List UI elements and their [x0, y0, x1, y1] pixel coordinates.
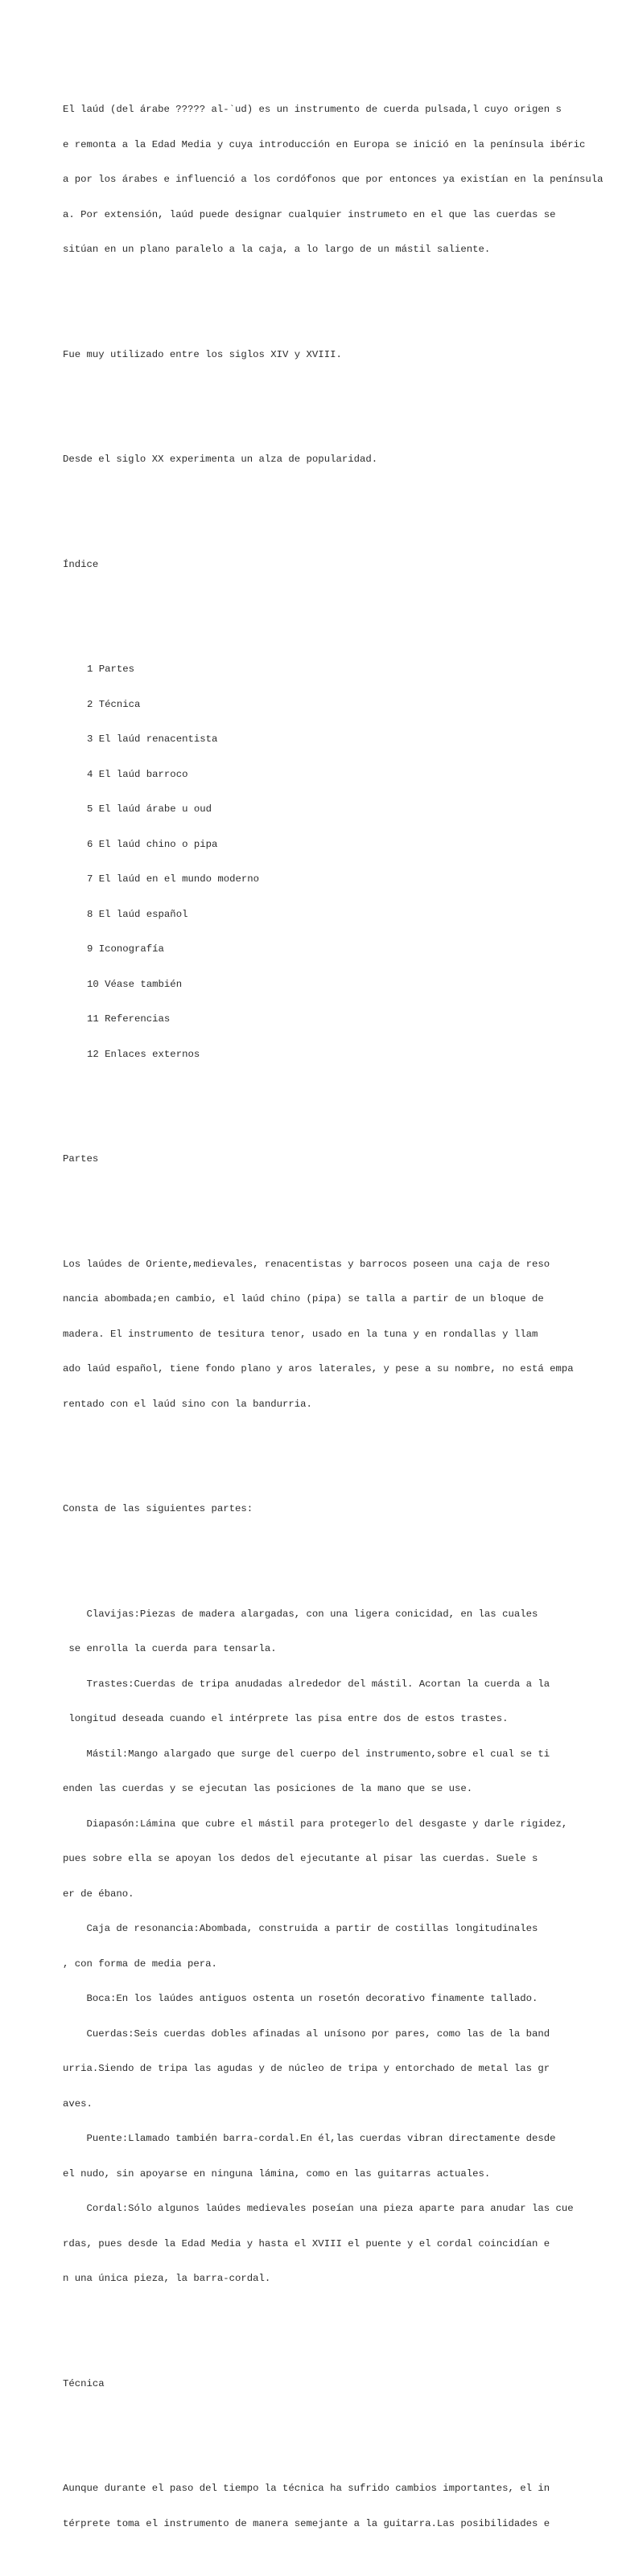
list-line: Puente:Llamado también barra-cordal.En él,las cuerdas vibran directamente desde: [63, 2133, 556, 2144]
document-body: [63, 57, 616, 2576]
text-line: Consta de las siguientes partes:: [63, 1503, 253, 1514]
centuries-paragraph: [63, 326, 616, 384]
text-line: Fue muy utilizado entre los siglos XIV y XVIII.: [63, 348, 342, 360]
tecnica-paragraph: [63, 2459, 616, 2553]
text-line: a. Por extensión, laúd puede designar cualquier instrumeto en el que las cuerdas se: [63, 208, 556, 220]
text-line: El laúd (del árabe ????? al-`ud) es un instrumento de cuerda pulsada,l cuyo origen s: [63, 104, 562, 115]
list-line: pues sobre ella se apoyan los dedos del ejecutante al pisar las cuerdas. Suele s: [63, 1853, 538, 1864]
list-line: el nudo, sin apoyarse en ninguna lámina, como en las guitarras actuales.: [63, 2167, 491, 2180]
list-line: er de ébano.: [63, 1888, 134, 1900]
tecnica-heading: [63, 2355, 616, 2414]
list-line: Caja de resonancia:Abombada, construida a partir de costillas longitudinales: [63, 1923, 538, 1934]
text-line: Los laúdes de Oriente,medievales, renacentistas y barrocos poseen una caja de reso: [63, 1258, 550, 1270]
toc-item[interactable]: 5 El laúd árabe u oud: [87, 803, 212, 815]
list-line: se enrolla la cuerda para tensarla.: [63, 1643, 277, 1654]
consta-paragraph: [63, 1480, 616, 1539]
index-heading: [63, 536, 616, 594]
list-line: Clavijas:Piezas de madera alargadas, con una ligera conicidad, en las cuales: [63, 1608, 538, 1620]
toc-item[interactable]: 10 Véase también: [87, 978, 183, 990]
toc-item[interactable]: 2 Técnica: [87, 698, 141, 710]
parts-list: [63, 1585, 616, 2308]
section-heading: Partes: [63, 1153, 99, 1165]
list-line: Diapasón:Lámina que cubre el mástil para protegerlo del desgaste y darle rigidez,: [63, 1818, 568, 1830]
text-line: a por los árabes e influenció a los cordófonos que por entonces ya existían en la península: [63, 174, 604, 185]
partes-paragraph: [63, 1235, 616, 1434]
list-line: , con forma de media pera.: [63, 1958, 217, 1970]
text-line: Desde el siglo XX experimenta un alza de popularidad.: [63, 454, 378, 465]
partes-heading: [63, 1130, 616, 1189]
text-line: e remonta a la Edad Media y cuya introducción en Europa se inició en la península ibéric: [63, 138, 586, 150]
list-line: Mástil:Mango alargado que surge del cuerpo del instrumento,sobre el cual se ti: [63, 1748, 550, 1760]
text-line: ado laúd español, tiene fondo plano y aros laterales, y pese a su nombre, no está empa: [63, 1363, 574, 1374]
list-line: urria.Siendo de tripa las agudas y de núcleo de tripa y entorchado de metal las gr: [63, 2063, 550, 2074]
toc-item[interactable]: 4 El laúd barroco: [87, 768, 188, 780]
toc-item[interactable]: 8 El laúd español: [87, 908, 188, 920]
list-line: longitud deseada cuando el intérprete las pisa entre dos de estos trastes.: [63, 1713, 509, 1724]
text-line: madera. El instrumento de tesitura tenor, usado en la tuna y en rondallas y llam: [63, 1328, 538, 1340]
toc-item[interactable]: 11 Referencias: [87, 1013, 171, 1025]
text-line: sitúan en un plano paralelo a la caja, a lo largo de un mástil saliente.: [63, 244, 491, 255]
text-line: rentado con el laúd sino con la bandurria.: [63, 1398, 312, 1410]
text-line: térprete toma el instrumento de manera semejante a la guitarra.Las posibilidades e: [63, 2517, 550, 2529]
list-line: enden las cuerdas y se ejecutan las posiciones de la mano que se use.: [63, 1783, 473, 1794]
list-line: Trastes:Cuerdas de tripa anudadas alrededor del mástil. Acortan la cuerda a la: [63, 1678, 550, 1690]
toc-item[interactable]: 3 El laúd renacentista: [87, 733, 218, 745]
table-of-contents: [63, 640, 616, 1083]
toc-item[interactable]: 12 Enlaces externos: [87, 1048, 200, 1060]
text-line: Aunque durante el paso del tiempo la técnica ha sufrido cambios importantes, el in: [63, 2483, 550, 2494]
list-line: Cuerdas:Seis cuerdas dobles afinadas al unísono por pares, como las de la band: [63, 2028, 550, 2040]
toc-item[interactable]: 1 Partes: [87, 664, 135, 675]
toc-item[interactable]: 7 El laúd en el mundo moderno: [87, 873, 260, 885]
section-heading: Índice: [63, 558, 99, 570]
toc-item[interactable]: 9 Iconografía: [87, 943, 164, 955]
section-heading: Técnica: [63, 2377, 105, 2389]
popularity-paragraph: [63, 430, 616, 489]
text-line: nancia abombada;en cambio, el laúd chino (pipa) se talla a partir de un bloque de: [63, 1293, 544, 1304]
toc-item[interactable]: 6 El laúd chino o pipa: [87, 838, 218, 850]
list-line: aves.: [63, 2097, 93, 2110]
list-line: n una única pieza, la barra-cordal.: [63, 2273, 271, 2284]
list-line: rdas, pues desde la Edad Media y hasta el XVIII el puente y el cordal coincidían e: [63, 2237, 550, 2249]
list-line: Boca:En los laúdes antiguos ostenta un rosetón decorativo finamente tallado.: [63, 1993, 538, 2004]
intro-paragraph: [63, 80, 616, 279]
list-line: Cordal:Sólo algunos laúdes medievales poseían una pieza aparte para anudar las cue: [63, 2203, 574, 2214]
